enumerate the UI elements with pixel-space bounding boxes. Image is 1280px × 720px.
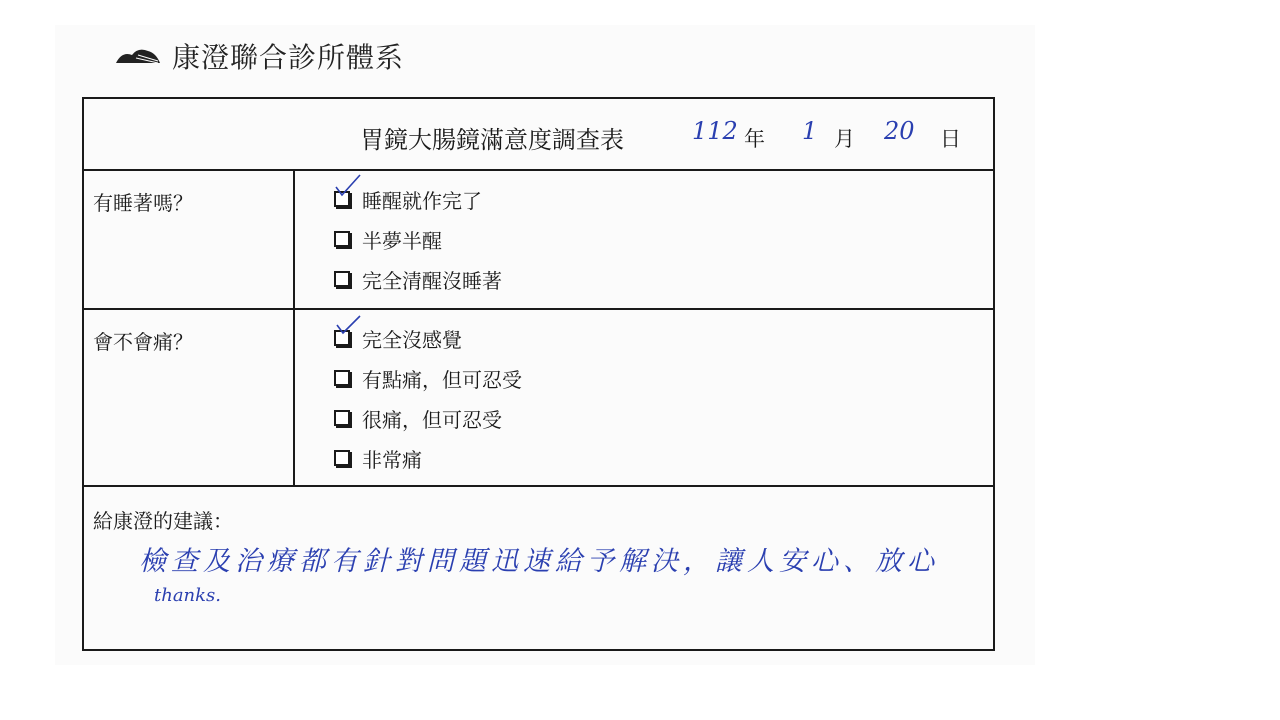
day-label: 日 bbox=[940, 127, 961, 151]
suggestion-label: 給康澄的建議： bbox=[93, 509, 233, 533]
handwritten-suggestion-line-2: thanks. bbox=[154, 585, 222, 606]
pain-options bbox=[334, 318, 522, 478]
column-divider bbox=[293, 169, 295, 308]
clinic-name: 康澄聯合診所體系 bbox=[172, 41, 405, 74]
month-handwritten: 1 bbox=[802, 117, 818, 145]
handwritten-suggestion-line-1: 檢查及治療都有針對問題迅速給予解決，讓人安心、放心 bbox=[139, 546, 939, 577]
checkmark-icon bbox=[334, 173, 362, 201]
checkbox[interactable] bbox=[334, 271, 350, 287]
column-divider bbox=[293, 308, 295, 485]
pain-option-4[interactable] bbox=[334, 438, 522, 478]
pain-option-2-text: 有點痛，但可忍受 bbox=[362, 367, 522, 392]
sleep-option-2[interactable] bbox=[334, 219, 502, 259]
suggestion-section bbox=[84, 485, 993, 651]
question-sleep-row bbox=[84, 169, 993, 310]
month-label: 月 bbox=[834, 127, 855, 151]
day-handwritten: 20 bbox=[884, 117, 915, 145]
checkmark-icon bbox=[334, 312, 362, 340]
sleep-option-2-text: 半夢半醒 bbox=[362, 228, 442, 253]
checkbox[interactable] bbox=[334, 370, 350, 386]
survey-form bbox=[82, 97, 995, 651]
sleep-option-3-text: 完全清醒沒睡著 bbox=[362, 268, 502, 293]
pain-option-3[interactable] bbox=[334, 398, 522, 438]
question-pain-label: 會不會痛？ bbox=[93, 330, 193, 354]
checkbox[interactable] bbox=[334, 410, 350, 426]
checkbox[interactable] bbox=[334, 450, 350, 466]
question-pain-row bbox=[84, 308, 993, 487]
mountain-logo-icon bbox=[114, 45, 162, 67]
pain-option-2[interactable] bbox=[334, 358, 522, 398]
year-handwritten: 112 bbox=[692, 117, 738, 145]
pain-option-4-text: 非常痛 bbox=[362, 447, 422, 472]
pain-option-3-text: 很痛，但可忍受 bbox=[362, 407, 502, 432]
form-title: 胃鏡大腸鏡滿意度調查表 bbox=[360, 126, 624, 154]
pain-option-1-text: 完全沒感覺 bbox=[362, 327, 462, 352]
pain-option-1[interactable] bbox=[334, 318, 522, 358]
sleep-options bbox=[334, 179, 502, 299]
sleep-option-1-text: 睡醒就作完了 bbox=[362, 188, 482, 213]
sleep-option-3[interactable] bbox=[334, 259, 502, 299]
sleep-option-1[interactable] bbox=[334, 179, 502, 219]
checkbox[interactable] bbox=[334, 231, 350, 247]
question-sleep-label: 有睡著嗎？ bbox=[93, 191, 193, 215]
clinic-header bbox=[114, 36, 404, 76]
year-label: 年 bbox=[744, 127, 765, 151]
title-row bbox=[84, 99, 993, 171]
